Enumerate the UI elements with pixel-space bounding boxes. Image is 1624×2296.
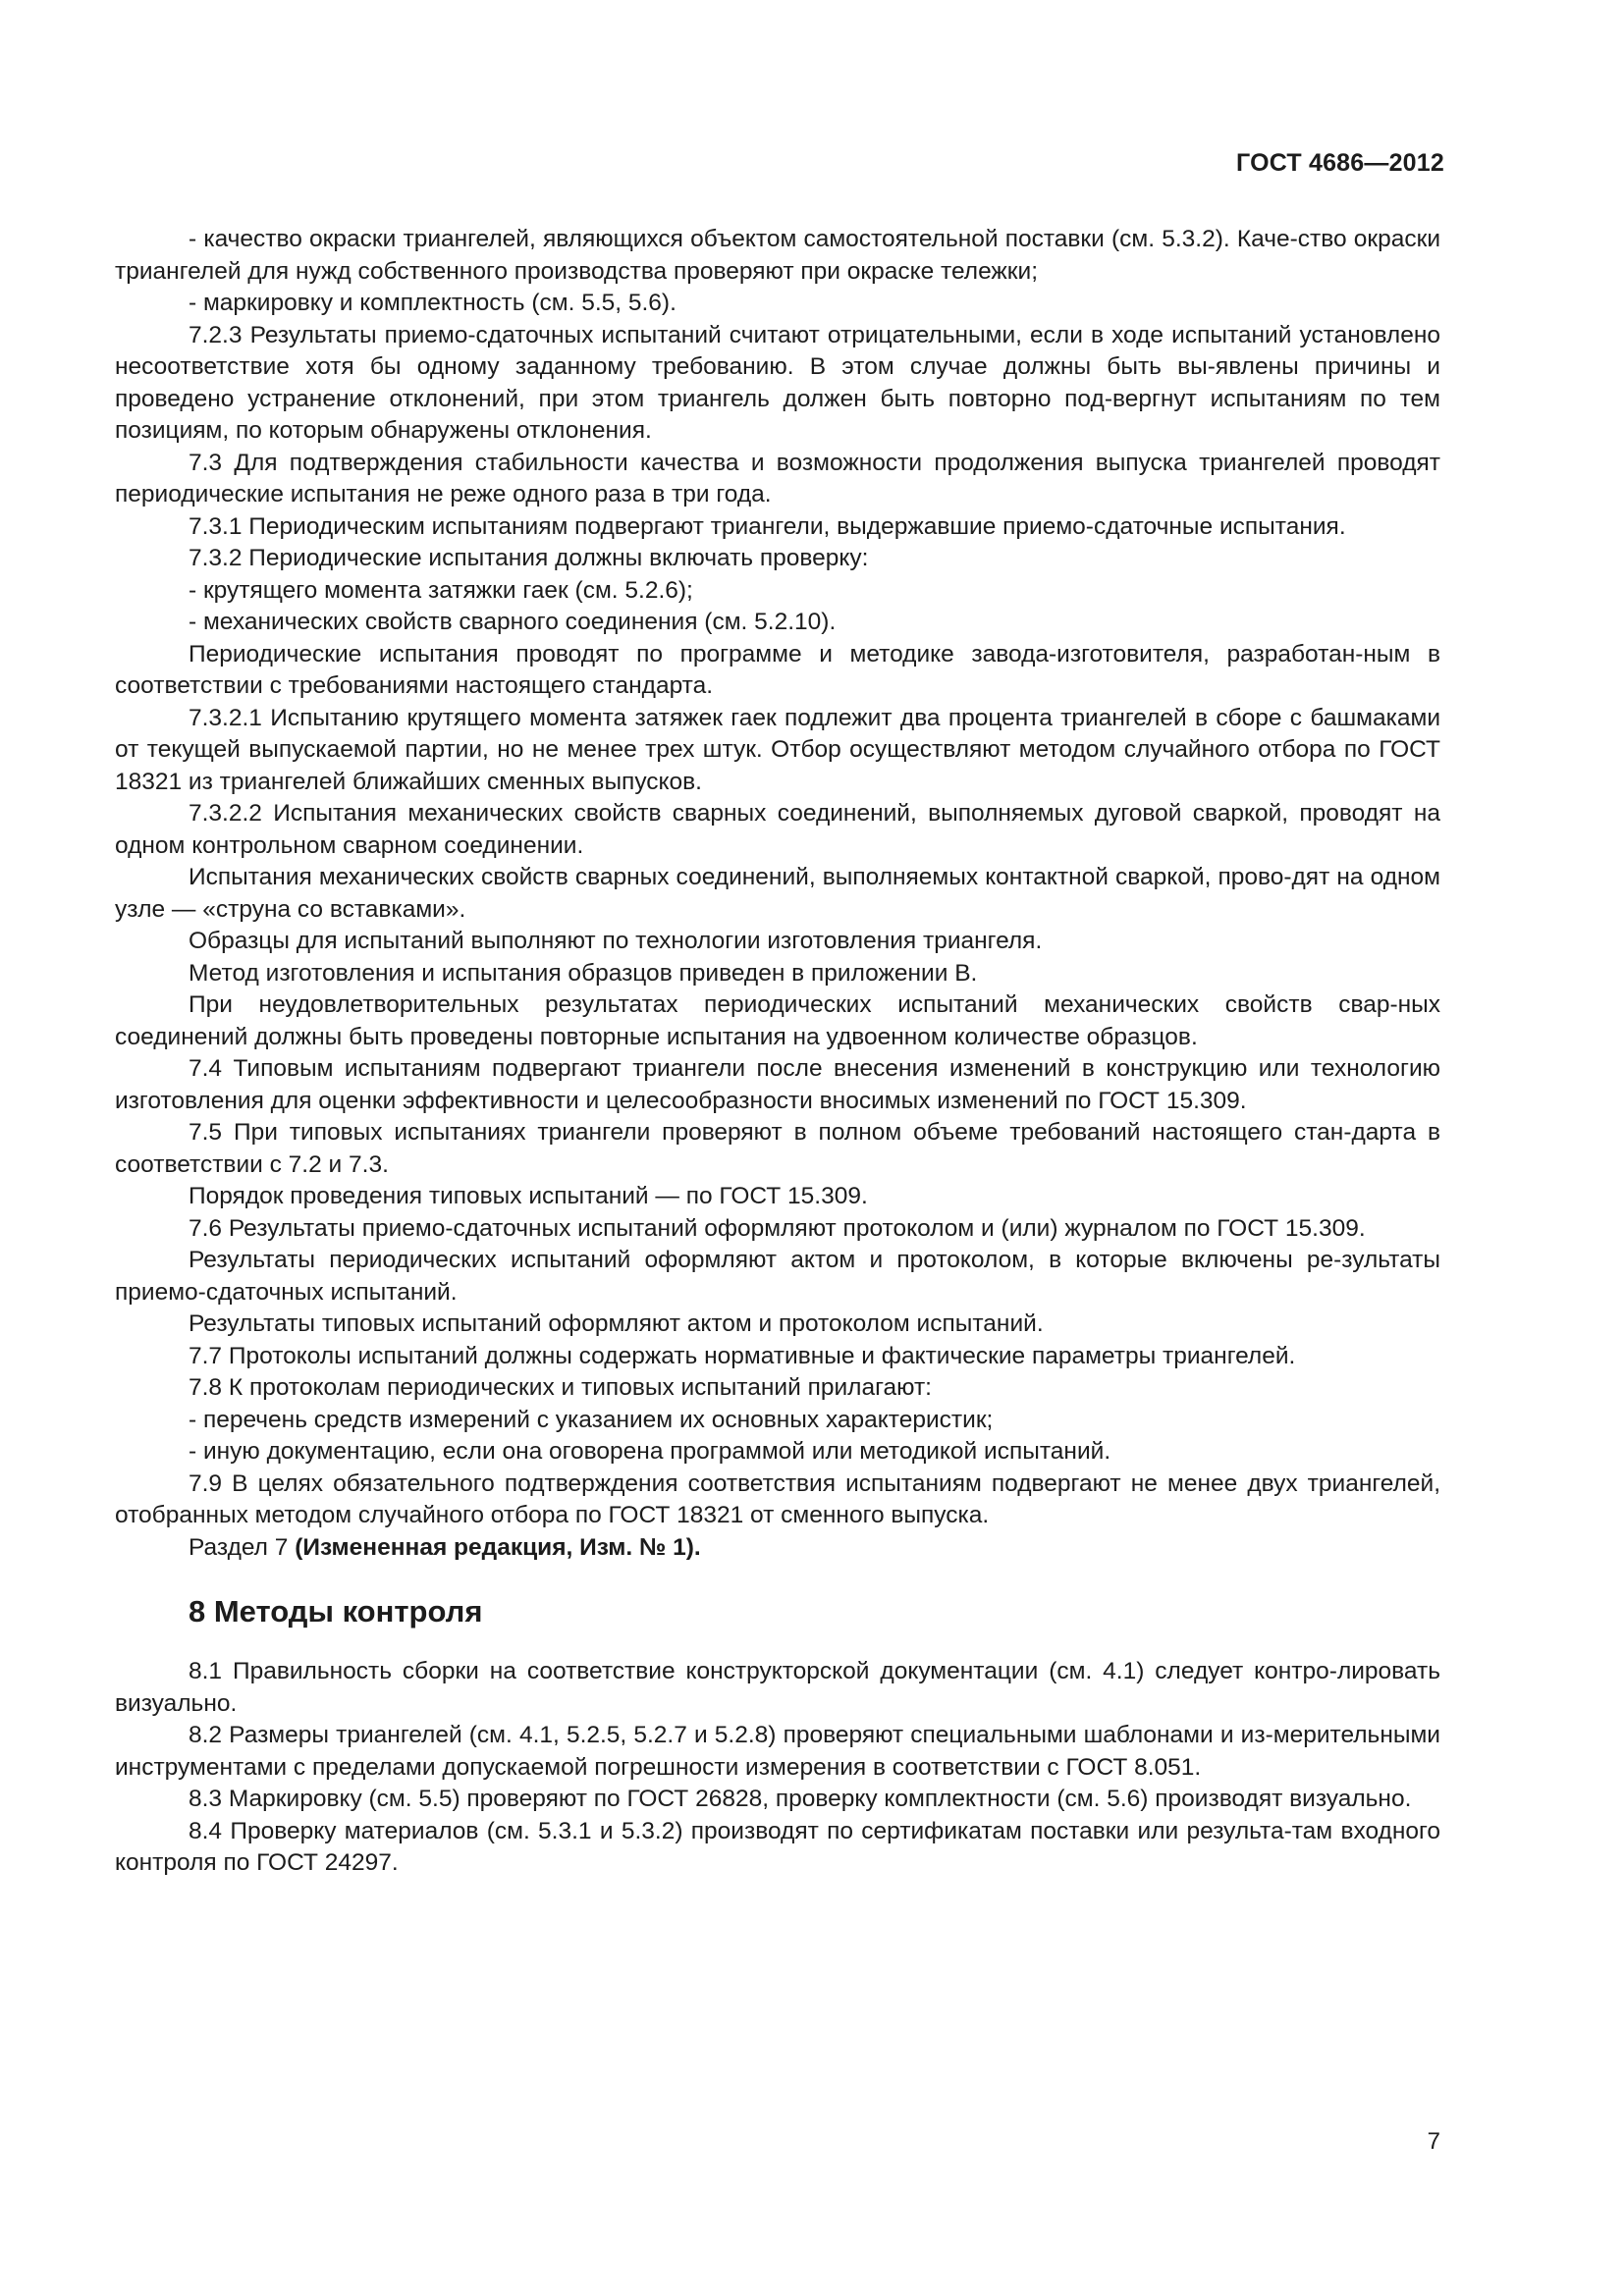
- amendment-prefix: Раздел 7: [189, 1533, 296, 1561]
- paragraph: Метод изготовления и испытания образцов приведен в приложении В.: [189, 959, 978, 987]
- paragraph: - крутящего момента затяжки гаек (см. 5.2.6);: [189, 576, 693, 604]
- paragraph: Порядок проведения типовых испытаний — по ГОСТ 15.309.: [189, 1183, 868, 1209]
- paragraph: 7.6 Результаты приемо-сдаточных испытаний оформляют протоколом и (или) журналом по ГОСТ 15.309.: [189, 1214, 1366, 1242]
- paragraph: Результаты типовых испытаний оформляют актом и протоколом испытаний.: [189, 1310, 1044, 1337]
- section-title: 8 Методы контроля: [189, 1594, 483, 1629]
- paragraph: 7.5 При типовых испытаниях триангели проверяют в полном объеме требований настоящего стан-дарта в соответствии с 7.2 и 7.3.: [115, 1119, 1440, 1178]
- paragraph: - иную документацию, если она оговорена программой или методикой испытаний.: [189, 1438, 1111, 1465]
- paragraph: 7.3.2 Периодические испытания должны включать проверку:: [189, 545, 869, 571]
- paragraph: Образцы для испытаний выполняют по технологии изготовления триангеля.: [189, 928, 1043, 954]
- paragraph: 7.8 К протоколам периодических и типовых испытаний прилагают:: [189, 1374, 932, 1401]
- document-code-header: ГОСТ 4686—2012: [1236, 149, 1444, 177]
- document-body: [115, 224, 1440, 1880]
- paragraph: При неудовлетворительных результатах периодических испытаний механических свойств свар-ных соединений должны быть проведены повторные испытания на удвоенном количестве образцов.: [115, 991, 1440, 1050]
- amendment-note: [115, 1532, 1440, 1565]
- paragraph: 7.2.3 Результаты приемо-сдаточных испытаний считают отрицательными, если в ходе испытаний установлено несоответствие хотя бы одному заданному требованию. В этом случае должны быть вы-явлены причины и проведено устранение отклонений, при этом триангель должен быть повторно под-вергнут испытаниям по тем позициям, по которым обнаружены отклонения.: [115, 321, 1440, 444]
- paragraph: 8.1 Правильность сборки на соответствие конструкторской документации (см. 4.1) следует контро-лировать визуально.: [115, 1658, 1440, 1717]
- paragraph: 8.4 Проверку материалов (см. 5.3.1 и 5.3.2) производят по сертификатам поставки или результа-там входного контроля по ГОСТ 24297.: [115, 1817, 1440, 1876]
- paragraph: - качество окраски триангелей, являющихся объектом самостоятельной поставки (см. 5.3.2). Каче-ство окраски триангелей для нужд собственного производства проверяют при окраске тележки;: [115, 226, 1440, 285]
- paragraph: 7.3.1 Периодическим испытаниям подвергают триангели, выдержавшие приемо-сдаточные испытания.: [189, 512, 1346, 540]
- amendment-bold: (Измененная редакция, Изм. № 1).: [295, 1533, 701, 1561]
- paragraph: 7.3 Для подтверждения стабильности качества и возможности продолжения выпуска триангелей проводят периодические испытания не реже одного раза в три года.: [115, 449, 1440, 507]
- paragraph: Периодические испытания проводят по программе и методике завода-изготовителя, разработан-ным в соответствии с требованиями настоящего стандарта.: [115, 640, 1440, 699]
- paragraph: Испытания механических свойств сварных соединений, выполняемых контактной сваркой, прово-дят на одном узле — «струна со вставками».: [115, 864, 1440, 923]
- paragraph: 8.3 Маркировку (см. 5.5) проверяют по ГОСТ 26828, проверку комплектности (см. 5.6) производят визуально.: [189, 1786, 1412, 1812]
- paragraph: Результаты периодических испытаний оформляют актом и протоколом, в которые включены ре-зультаты приемо-сдаточных испытаний.: [115, 1247, 1440, 1306]
- paragraph: - механических свойств сварного соединения (см. 5.2.10).: [189, 609, 837, 635]
- paragraph: 7.3.2.2 Испытания механических свойств сварных соединений, выполняемых дуговой сваркой, проводят на одном контрольном сварном соединении.: [115, 800, 1440, 859]
- page-number: 7: [1427, 2128, 1440, 2155]
- paragraph: 7.9 В целях обязательного подтверждения соответствия испытаниям подвергают не менее двух триангелей, отобранных методом случайного отбора по ГОСТ 18321 от сменного выпуска.: [115, 1469, 1440, 1528]
- paragraph: 7.3.2.1 Испытанию крутящего момента затяжек гаек подлежит два процента триангелей в сборе с башмаками от текущей выпускаемой партии, но не менее трех штук. Отбор осуществляют методом случайного отбора по ГОСТ 18321 из триангелей ближайших сменных выпусков.: [115, 704, 1440, 795]
- paragraph: 7.7 Протоколы испытаний должны содержать нормативные и фактические параметры триангелей.: [189, 1342, 1296, 1369]
- paragraph: 8.2 Размеры триангелей (см. 4.1, 5.2.5, 5.2.7 и 5.2.8) проверяют специальными шаблонами и из-мерительными инструментами с пределами допускаемой погрешности измерения в соответствии с ГОСТ 8.051.: [115, 1722, 1440, 1781]
- paragraph: - перечень средств измерений с указанием их основных характеристик;: [189, 1406, 994, 1433]
- paragraph: - маркировку и комплектность (см. 5.5, 5.6).: [189, 290, 677, 316]
- paragraph: 7.4 Типовым испытаниям подвергают триангели после внесения изменений в конструкцию или технологию изготовления для оценки эффективности и целесообразности вносимых изменений по ГОСТ 15.309.: [115, 1055, 1440, 1114]
